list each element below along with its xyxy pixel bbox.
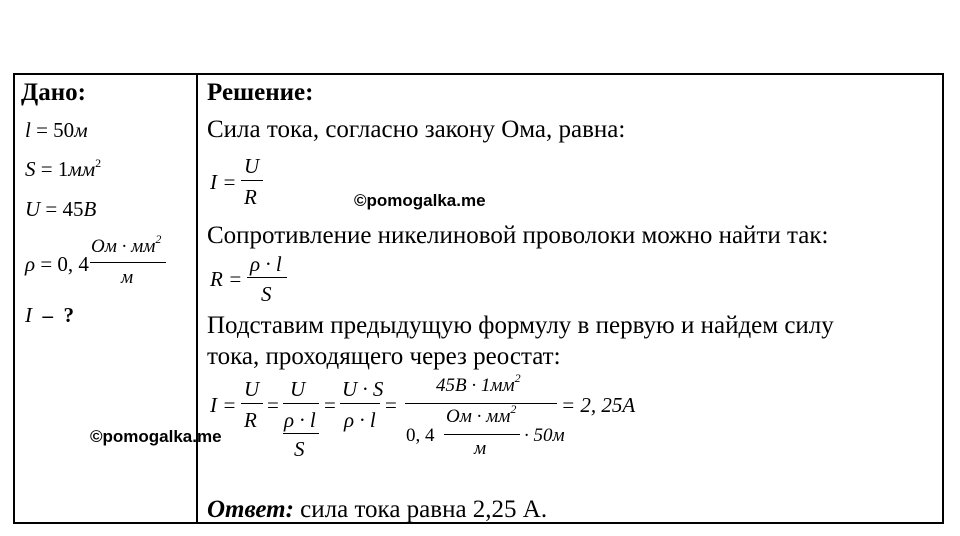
resistivity-unit-den: м — [121, 267, 134, 288]
formula-final-b-line — [283, 403, 319, 404]
formula-final-result: = 2, 25А — [561, 393, 636, 417]
formula-final-d-line — [405, 403, 557, 404]
formula-resistance-line — [247, 277, 287, 278]
solution-line-2: Сопротивление никелиновой проволоки можно найти так: — [207, 222, 829, 249]
formula-final-d-den-den: м — [474, 438, 487, 459]
solution-line-1: Сила тока, согласно закону Ома, равна: — [207, 116, 626, 143]
given-area: $S = 1мм^2$ — [25, 156, 102, 181]
formula-final-b-inner-line — [283, 433, 319, 434]
solution-line-4: тока, проходящего через реостат: — [207, 343, 561, 370]
formula-final-b-den-den: S — [294, 437, 305, 461]
formula-final-a-den: R — [244, 408, 257, 432]
given-find: I – ? — [25, 303, 74, 327]
formula-ohm-num: U — [244, 154, 260, 178]
formula-final-c-den: ρ · l — [344, 408, 376, 432]
given-length: l = 50м — [25, 118, 88, 142]
solution-title: Решение: — [207, 79, 314, 106]
watermark-bottom: ©pomogalka.me — [90, 427, 222, 446]
watermark-top: ©pomogalka.me — [354, 191, 486, 210]
formula-ohm-den: R — [244, 185, 257, 209]
formula-final-eq3: = — [385, 393, 397, 417]
formula-ohm: I = — [210, 170, 237, 194]
given-voltage: U = 45В — [25, 197, 97, 221]
formula-final-c-num: U · S — [342, 377, 384, 401]
column-divider — [196, 73, 198, 524]
answer-line: Ответ: сила тока равна 2,25 А. — [207, 496, 548, 523]
formula-final-lhs: I = — [210, 393, 237, 417]
formula-final-c-line — [340, 403, 380, 404]
given-title: Дано: — [21, 79, 86, 106]
resistivity-unit-num: Ом · $мм^2$ — [91, 232, 162, 257]
solution-line-3: Подставим предыдущую формулу в первую и найдем силу — [207, 312, 834, 339]
formula-final-eq1: = — [267, 393, 279, 417]
formula-final-d-inner-line — [444, 434, 520, 435]
formula-final-d-den-pre: 0, 4 — [406, 425, 435, 446]
formula-resistance: R = — [210, 267, 243, 291]
formula-final-d-num: $45В \cdot 1мм^2$ — [436, 371, 521, 396]
formula-final-b-den-num: ρ · l — [284, 408, 316, 432]
formula-final-eq2: = — [324, 393, 336, 417]
formula-final-b-num: U — [290, 377, 306, 401]
formula-resistance-den: S — [261, 282, 272, 306]
formula-final-a-line — [241, 403, 263, 404]
formula-resistance-num: ρ · l — [250, 252, 282, 276]
formula-final-d-den-num: Ом · $мм^2$ — [446, 402, 517, 427]
formula-ohm-line — [241, 180, 263, 181]
resistivity-fraction-line — [90, 262, 166, 263]
formula-final-a-num: U — [244, 377, 260, 401]
formula-final-d-den-post: · 50м — [524, 425, 565, 446]
given-resistivity: ρ = 0, 4 — [25, 252, 89, 276]
